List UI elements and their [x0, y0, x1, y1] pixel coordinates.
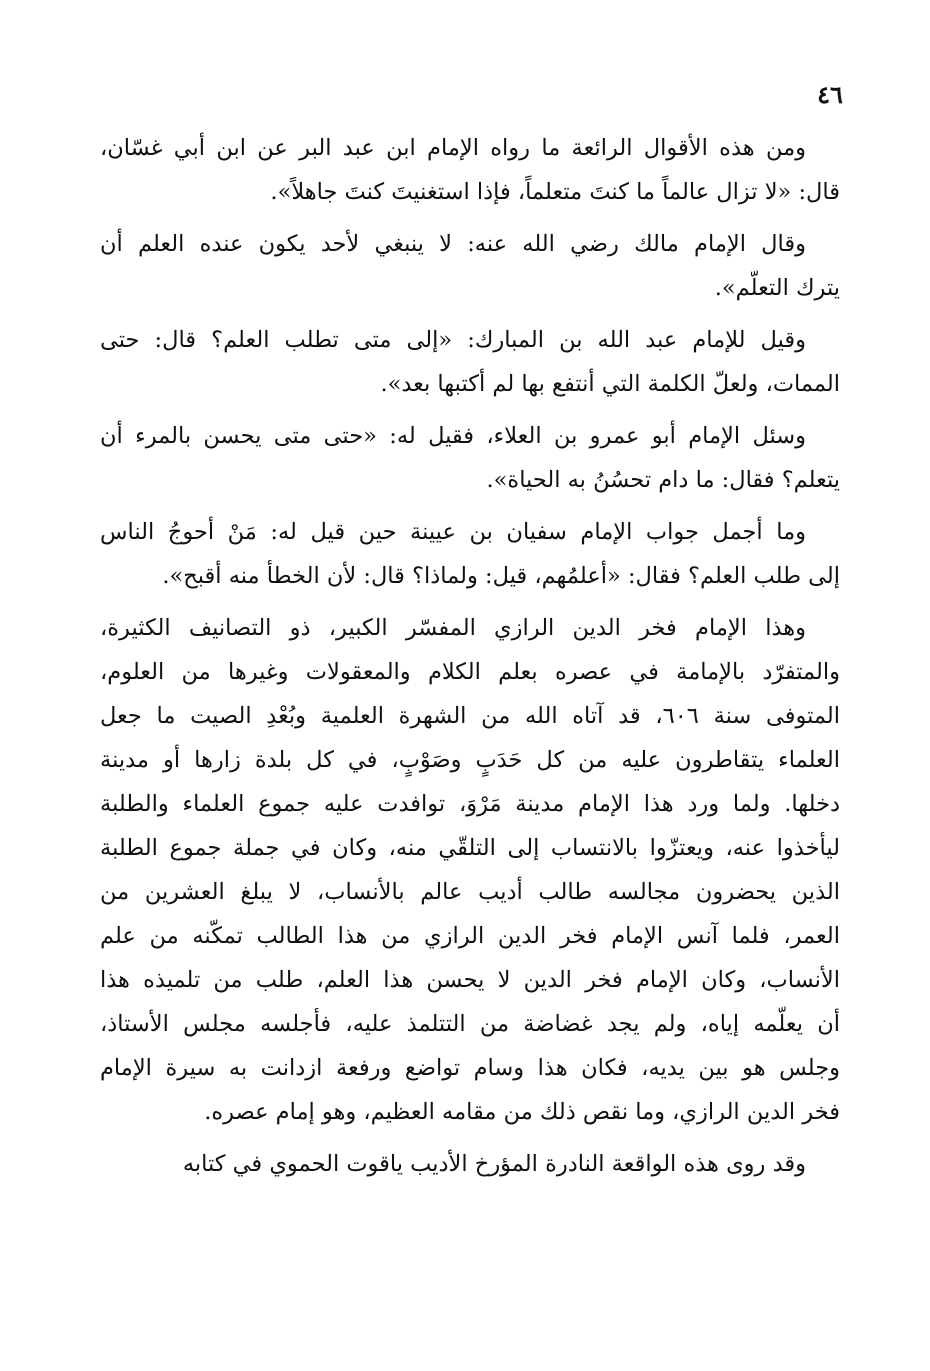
- text-line: يترك التعلّم».: [714, 275, 840, 301]
- text-line: قال: «لا تزال عالماً ما كنتَ متعلماً، فإذا استغنيتَ كنتَ جاهلاً».: [270, 179, 840, 205]
- text-line: الذين يحضرون مجالسه طالب أديب عالم بالأنساب، لا يبلغ العشرين من: [100, 879, 840, 905]
- text-line: أن يعلّمه إياه، ولم يجد غضاضة من التتلمذ عليه، فأجلسه مجلس الأستاذ،: [100, 1011, 840, 1037]
- text-line: وقد روى هذه الواقعة النادرة المؤرخ الأديب ياقوت الحموي في كتابه: [182, 1151, 806, 1177]
- text-line: وقال الإمام مالك رضي الله عنه: لا ينبغي لأحد يكون عنده العلم أن: [100, 231, 806, 257]
- text-line: ليأخذوا عنه، ويعتزّوا بالانتساب إلى التلقّي منه، وكان في جملة جموع الطلبة: [100, 835, 840, 861]
- text-line: العلماء يتقاطرون عليه من كل حَدَبٍ وصَوْبٍ، في كل بلدة زارها أو مدينة: [100, 747, 840, 773]
- text-line: والمتفرّد بالإمامة في عصره بعلم الكلام والمعقولات وغيرها من العلوم،: [100, 659, 840, 685]
- text-line: وسئل الإمام أبو عمرو بن العلاء، فقيل له: «حتى متى يحسن بالمرء أن: [100, 423, 806, 449]
- text-line: الممات، ولعلّ الكلمة التي أنتفع بها لم أكتبها بعد».: [380, 371, 840, 397]
- text-line: دخلها. ولما ورد هذا الإمام مدينة مَرْوَ، توافدت عليه جموع العلماء والطلبة: [100, 791, 840, 817]
- body-text: [100, 126, 840, 1194]
- text-line: الأنساب، وكان الإمام فخر الدين لا يحسن هذا العلم، طلب من تلميذه هذا: [100, 967, 840, 993]
- text-line: يتعلم؟ فقال: ما دام تحسُنُ به الحياة».: [486, 467, 840, 493]
- paragraph: [100, 510, 840, 598]
- paragraph: [100, 126, 840, 214]
- paragraph: [100, 1142, 840, 1186]
- text-line: وهذا الإمام فخر الدين الرازي المفسّر الكبير، ذو التصانيف الكثيرة،: [100, 615, 806, 641]
- page-number: ٤٦: [817, 80, 843, 109]
- text-line: وجلس هو بين يديه، فكان هذا وسام تواضع ورفعة ازدانت به سيرة الإمام: [100, 1055, 840, 1081]
- paragraph: [100, 606, 840, 1134]
- paragraph: [100, 414, 840, 502]
- text-line: المتوفى سنة ٦٠٦، قد آتاه الله من الشهرة العلمية وبُعْدِ الصيت ما جعل: [100, 703, 840, 729]
- text-line: إلى طلب العلم؟ فقال: «أعلمُهم، قيل: ولماذا؟ قال: لأن الخطأ منه أقبح».: [162, 563, 840, 589]
- text-line: العمر، فلما آنس الإمام فخر الدين الرازي من هذا الطالب تمكّنه من علم: [100, 923, 840, 949]
- paragraph: [100, 222, 840, 310]
- text-line: وقيل للإمام عبد الله بن المبارك: «إلى متى تطلب العلم؟ قال: حتى: [100, 327, 806, 353]
- text-line: وما أجمل جواب الإمام سفيان بن عيينة حين قيل له: مَنْ أحوجُ الناس: [100, 519, 806, 545]
- text-line: ومن هذه الأقوال الرائعة ما رواه الإمام ابن عبد البر عن ابن أبي غسّان،: [100, 135, 806, 161]
- paragraph: [100, 318, 840, 406]
- text-line: فخر الدين الرازي، وما نقص ذلك من مقامه العظيم، وهو إمام عصره.: [204, 1099, 840, 1125]
